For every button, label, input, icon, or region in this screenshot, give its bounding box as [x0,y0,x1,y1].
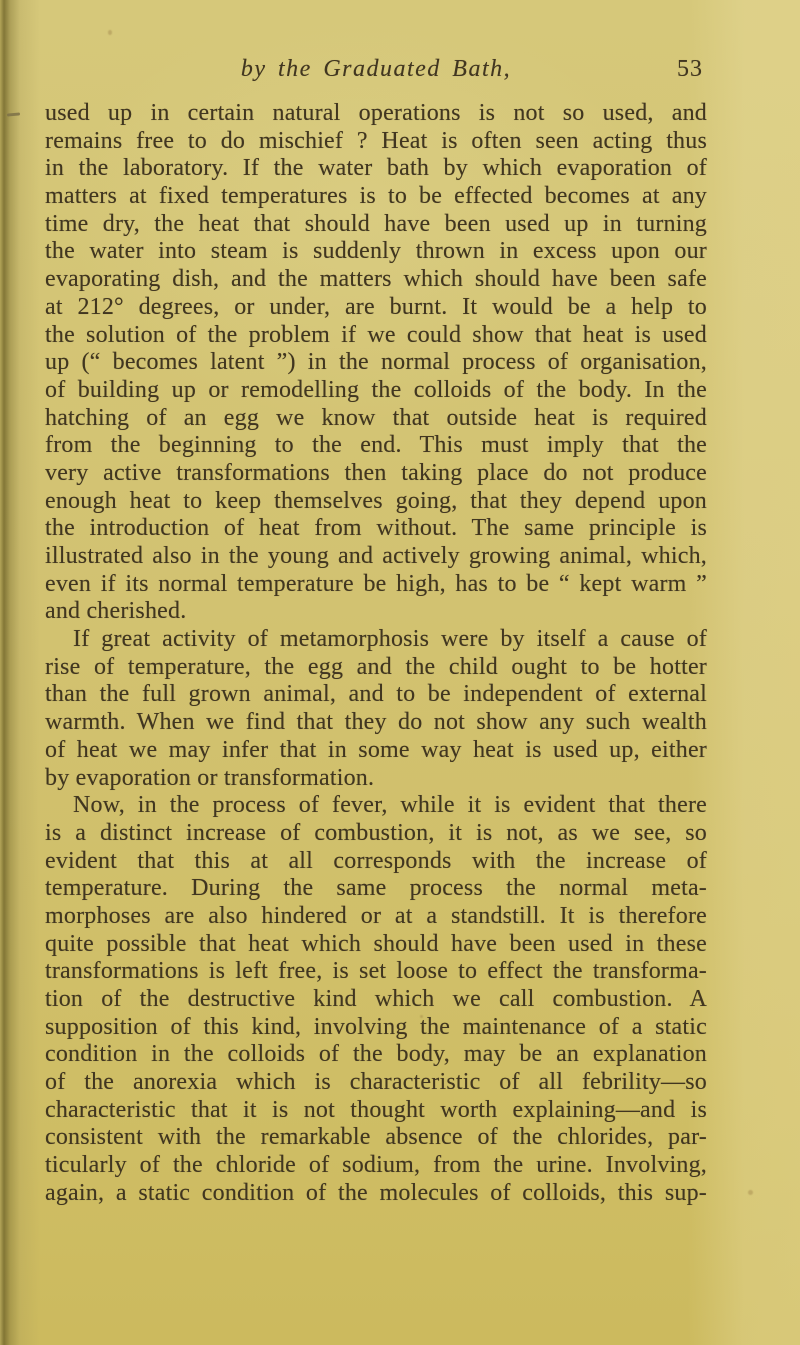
text-line: matters at fixed temperatures is to be effected becomes at any [45,183,707,210]
text-line: supposition of this kind, involving the maintenance of a static [45,1013,707,1040]
text-line: at 212° degrees, or under, are burnt. It would be a help to [45,293,707,320]
paragraph [45,100,707,626]
text-line: rise of temperature, the egg and the child ought to be hotter [45,653,707,680]
text-line: condition in the colloids of the body, may be an explanation [45,1041,707,1068]
paper-speck [108,30,112,35]
paragraph [45,792,707,1207]
text-line: up (“ becomes latent ”) in the normal process of organisation, [45,349,707,376]
text-line: the solution of the problem if we could show that heat is used [45,321,707,348]
text-line: and cherished. [45,598,187,625]
text-line: tion of the destructive kind which we call combustion. A [45,986,707,1012]
text-line: characteristic that it is not thought worth explaining—and is [45,1096,707,1123]
text-line: evaporating dish, and the matters which should have been safe [45,266,707,293]
text-line: hatching of an egg we know that outside heat is required [45,404,707,431]
text-line: the introduction of heat from without. The same principle is [45,515,707,542]
text-line: consistent with the remarkable absence of the chlorides, par- [45,1124,707,1151]
text-line: even if its normal temperature be high, has to be “ kept warm ” [45,570,707,597]
running-header-title: by the Graduated Bath, [240,56,512,82]
text-line: enough heat to keep themselves going, that they depend upon [45,487,707,514]
text-line: is a distinct increase of combustion, it is not, as we see, so [45,819,707,846]
text-line: of building up or remodelling the colloids of the body. In the [45,376,707,403]
text-line: time dry, the heat that should have been used up in turning [45,210,707,237]
text-line: from the beginning to the end. This must imply that the [45,432,707,459]
text-line: than the full grown animal, and to be independent of external [45,681,707,708]
text-line: Now, in the process of fever, while it is evident that there [73,792,707,819]
body-text [45,100,707,1208]
text-line: ticularly of the chloride of sodium, from the urine. Involving, [45,1152,707,1179]
paragraph [45,626,707,792]
paper-speck [748,1190,753,1195]
text-line: remains free to do mischief ? Heat is often seen acting thus [45,127,707,154]
text-line: If great activity of metamorphosis were by itself a cause of [73,626,707,653]
text-line: by evaporation or transformation. [45,764,375,791]
text-line: the water into steam is suddenly thrown in excess upon our [45,238,707,265]
margin-pencil-mark [7,112,20,116]
text-line: very active transformations then taking place do not produce [45,459,707,486]
text-line: quite possible that heat which should have been used in these [45,930,707,957]
text-line: warmth. When we find that they do not show any such wealth [45,709,707,736]
text-line: used up in certain natural operations is not so used, and [45,100,707,126]
page-number: 53 [677,56,703,82]
text-line: of the anorexia which is characteristic of all febrility—so [45,1069,707,1096]
text-line: transformations is left free, is set loose to effect the transforma- [45,958,707,985]
text-line: illustrated also in the young and actively growing animal, which, [45,543,707,569]
running-header [45,54,707,84]
text-line: in the laboratory. If the water bath by which evaporation of [45,155,707,182]
text-line: evident that this at all corresponds with the increase of [45,847,707,874]
text-line: morphoses are also hindered or at a standstill. It is therefore [45,902,707,929]
text-line: of heat we may infer that in some way heat is used up, either [45,736,707,763]
text-line: again, a static condition of the molecules of colloids, this sup- [45,1179,707,1206]
text-line: temperature. During the same process the normal meta- [45,875,707,902]
